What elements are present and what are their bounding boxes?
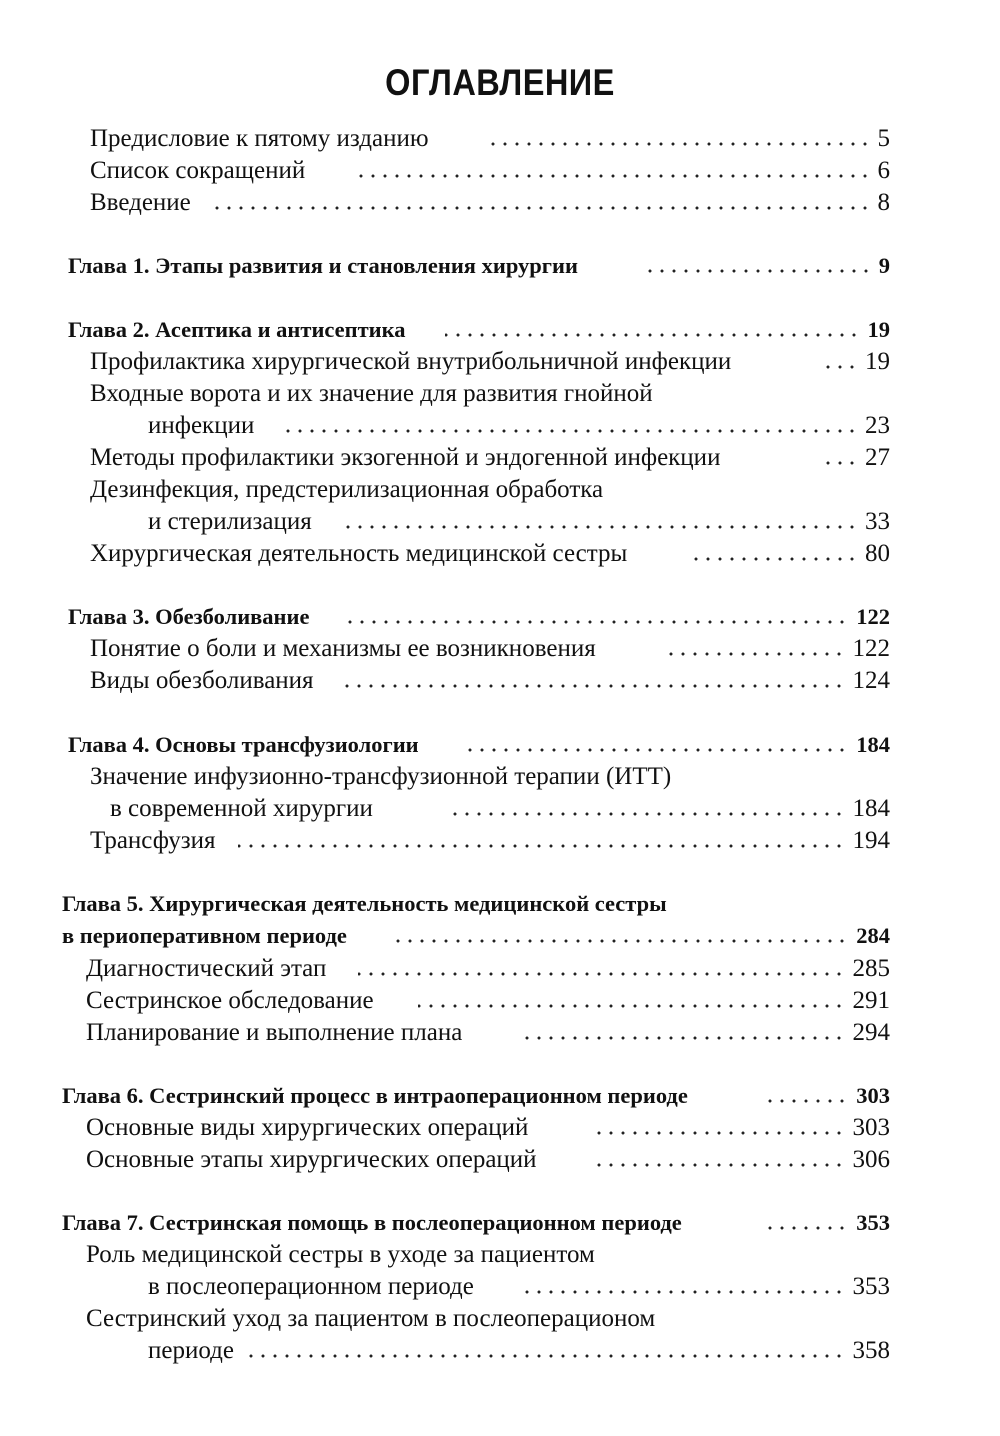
- toc-chapter-entry: [0, 724, 1000, 760]
- toc-entry-title: Глава 3. Обезболивание: [68, 604, 310, 629]
- toc-entry: [0, 980, 1000, 1016]
- toc-entry: [0, 150, 1000, 186]
- toc-entry-title: Введение: [90, 189, 191, 216]
- toc-chapter-entry: [0, 596, 1000, 632]
- toc-entry: [0, 660, 1000, 696]
- toc-page-number: 8: [877, 189, 890, 216]
- toc-page-number: 291: [852, 987, 890, 1014]
- dot-leader: [818, 460, 858, 466]
- toc-entry: [0, 1266, 1000, 1302]
- toc-entry-title: Трансфузия: [90, 827, 216, 854]
- dot-leader: [358, 971, 845, 977]
- toc-entry: [0, 469, 1000, 505]
- toc-page-number: 284: [856, 923, 890, 948]
- toc-entry: [0, 373, 1000, 409]
- toc-page-number: 353: [856, 1210, 890, 1235]
- toc-page-number: 23: [865, 412, 890, 439]
- toc-chapter-entry: [0, 245, 1000, 281]
- dot-leader: [766, 1225, 848, 1231]
- toc-chapter-entry: [0, 915, 1000, 951]
- toc-entry: [0, 437, 1000, 473]
- dot-leader: [668, 651, 845, 657]
- toc-entry-title: Глава 2. Асептика и антисептика: [68, 317, 406, 342]
- toc-entry-title: инфекции: [148, 412, 255, 439]
- toc-page-number: 27: [865, 444, 890, 471]
- dot-leader: [445, 332, 860, 338]
- toc-entry: [0, 1139, 1000, 1175]
- toc-chapter-entry: [0, 883, 1000, 919]
- toc-entry-title: Основные виды хирургических операций: [86, 1114, 529, 1141]
- toc-page-number: 184: [852, 795, 890, 822]
- toc-entry-title: Сестринское обследование: [86, 987, 374, 1014]
- toc-page-number: 303: [856, 1083, 890, 1108]
- toc-page-number: 33: [865, 508, 890, 535]
- toc-entry-title: Диагностический этап: [86, 955, 327, 982]
- dot-leader: [358, 173, 871, 179]
- dot-leader: [766, 1098, 848, 1104]
- toc-entry: [0, 948, 1000, 984]
- toc-entry-title: Планирование и выполнение плана: [86, 1019, 463, 1046]
- dot-leader: [278, 428, 858, 434]
- toc-entry-title: в периоперативном периоде: [62, 923, 347, 948]
- toc-page-number: 122: [856, 604, 890, 629]
- toc-entry-title: Значение инфузионно-трансфузионной терапии (ИТТ): [90, 763, 672, 790]
- toc-entry-title: Дезинфекция, предстерилизационная обработка: [90, 476, 604, 503]
- toc-entry-title: Глава 6. Сестринский процесс в интраоперационном периоде: [62, 1083, 688, 1108]
- toc-entry: [0, 533, 1000, 569]
- toc-entry: [0, 405, 1000, 441]
- toc-page-number: 194: [852, 827, 890, 854]
- toc-page-number: 122: [852, 635, 890, 662]
- toc-page-number: 306: [852, 1146, 890, 1173]
- dot-leader: [488, 141, 871, 147]
- toc-entry: [0, 501, 1000, 537]
- toc-entry-title: периоде: [148, 1337, 234, 1364]
- dot-leader: [340, 619, 848, 625]
- toc-entry-title: Виды обезболивания: [90, 667, 314, 694]
- toc-entry-title: Роль медицинской сестры в уходе за пациентом: [86, 1241, 595, 1268]
- dot-leader: [520, 1035, 845, 1041]
- toc-page-number: 303: [852, 1114, 890, 1141]
- toc-entry-title: и стерилизация: [148, 508, 312, 535]
- toc-entry-title: Глава 4. Основы трансфузиологии: [68, 732, 419, 757]
- toc-entry: [0, 1298, 1000, 1334]
- toc-entry-title: в современной хирургии: [110, 795, 373, 822]
- toc-chapter-entry: [0, 1075, 1000, 1111]
- toc-entry-title: Предисловие к пятому изданию: [90, 125, 429, 152]
- toc-page-number: 285: [852, 955, 890, 982]
- dot-leader: [594, 1162, 845, 1168]
- toc-entry-title: Понятие о боли и механизмы ее возникновения: [90, 635, 596, 662]
- toc-entry-title: в послеоперационном периоде: [148, 1273, 474, 1300]
- toc-entry: [0, 341, 1000, 377]
- toc-page-number: 124: [852, 667, 890, 694]
- toc-chapter-entry: [0, 1202, 1000, 1238]
- toc-entry: [0, 182, 1000, 218]
- toc-entry-title: Глава 7. Сестринская помощь в послеоперационном периоде: [62, 1210, 682, 1235]
- toc-page-number: 353: [852, 1273, 890, 1300]
- toc-entry: [0, 628, 1000, 664]
- dot-leader: [448, 811, 845, 817]
- toc-entry: [0, 1234, 1000, 1270]
- toc-page-number: 9: [878, 253, 890, 278]
- toc-entry: [0, 820, 1000, 856]
- toc-page-number: 19: [867, 317, 890, 342]
- toc-entry: [0, 788, 1000, 824]
- toc-entry: [0, 1107, 1000, 1143]
- toc-entry-title: Основные этапы хирургических операций: [86, 1146, 537, 1173]
- dot-leader: [340, 683, 845, 689]
- toc-entry: [0, 1330, 1000, 1366]
- toc-page-number: 184: [856, 732, 890, 757]
- toc-entry-title: Методы профилактики экзогенной и эндогенной инфекции: [90, 444, 721, 471]
- toc-chapter-entry: [0, 309, 1000, 345]
- toc-entry-title: Глава 5. Хирургическая деятельность медицинской сестры: [62, 891, 667, 916]
- page-title: ОГЛАВЛЕНИЕ: [385, 62, 615, 103]
- toc-entry: [0, 756, 1000, 792]
- dot-leader: [208, 205, 871, 211]
- toc-page-number: 358: [852, 1337, 890, 1364]
- dot-leader: [694, 556, 858, 562]
- dot-leader: [238, 843, 845, 849]
- toc-entry-title: Глава 1. Этапы развития и становления хирургии: [68, 253, 578, 278]
- toc-page-number: 5: [877, 125, 890, 152]
- dot-leader: [460, 747, 848, 753]
- toc-page-number: 294: [852, 1019, 890, 1046]
- toc-entry: [0, 1012, 1000, 1048]
- toc-page-number: 80: [865, 540, 890, 567]
- toc-entry-title: Сестринский уход за пациентом в послеоперационом: [86, 1305, 656, 1332]
- toc-entry-title: Входные ворота и их значение для развития гнойной: [90, 380, 653, 407]
- dot-leader: [822, 364, 858, 370]
- dot-leader: [646, 268, 872, 274]
- dot-leader: [392, 938, 848, 944]
- dot-leader: [590, 1130, 845, 1136]
- dot-leader: [340, 524, 858, 530]
- toc-entry: [0, 118, 1000, 154]
- toc-entry-title: Хирургическая деятельность медицинской сестры: [90, 540, 628, 567]
- dot-leader: [520, 1289, 845, 1295]
- dot-leader: [248, 1353, 845, 1359]
- toc-entry-title: Профилактика хирургической внутрибольничной инфекции: [90, 348, 732, 375]
- toc-page-number: 6: [877, 157, 890, 184]
- dot-leader: [418, 1003, 845, 1009]
- toc-entry-title: Список сокращений: [90, 157, 306, 184]
- toc-page-number: 19: [865, 348, 890, 375]
